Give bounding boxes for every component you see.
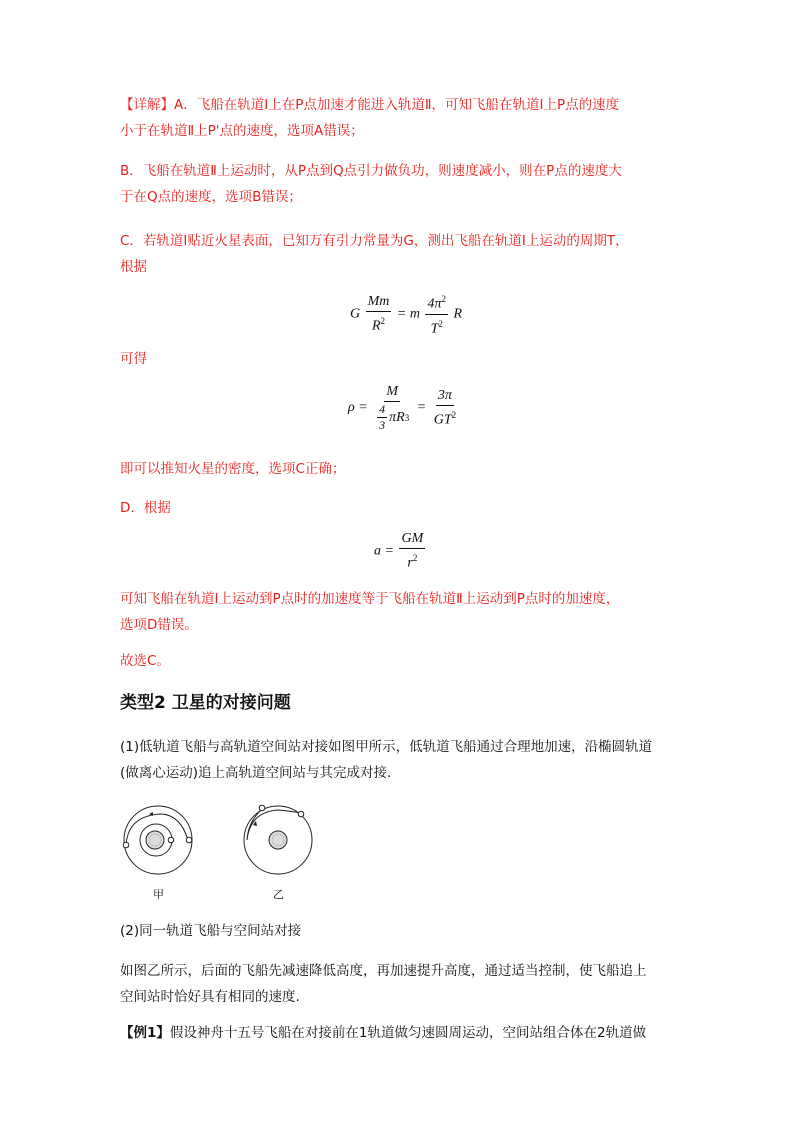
paragraph-1 — [120, 734, 685, 786]
formula1-frac2-den-text: T — [430, 321, 439, 337]
option-d-conclusion-line2: 选项D错误。 — [120, 617, 198, 633]
jia-spacecraft — [123, 842, 129, 848]
formula1-frac1-den-exp: 2 — [380, 315, 386, 326]
example-text: 假设神舟十五号飞船在对接前在1轨道做匀速圆周运动，空间站组合体在2轨道做 — [169, 1025, 647, 1041]
option-c-line2: 根据 — [120, 259, 147, 275]
option-b-line2: 于在Q点的速度，选项B错误； — [120, 189, 302, 205]
detail-b-paragraph — [120, 158, 685, 210]
detail-a-paragraph — [120, 92, 685, 144]
formula3-den-text: r — [407, 555, 413, 571]
formula2-inner-tail: πR — [389, 409, 405, 425]
formula2-inner-exp: 3 — [404, 412, 410, 423]
answer-line: 故选C。 — [120, 653, 170, 669]
gravity-formula — [350, 290, 462, 338]
option-d-conclusion — [120, 586, 685, 638]
option-a-line1: A．飞船在轨道Ⅰ上在P点加速才能进入轨道Ⅱ，可知飞船在轨道Ⅰ上P点的速度 — [174, 97, 620, 113]
paragraph-1-line2: (做离心运动)追上高轨道空间站与其完成对接. — [120, 765, 392, 781]
paragraph-3-line1: 如图乙所示，后面的飞船先减速降低高度，再加速提升高度，通过适当控制，使飞船追上 — [120, 963, 647, 979]
formula3-den-exp: 2 — [412, 553, 418, 563]
docking-diagram-jia — [118, 800, 198, 880]
formula2-frac1-den — [373, 402, 411, 433]
kede-line: 可得 — [120, 351, 147, 367]
option-c-conclusion: 即可以推知火星的密度，选项C正确； — [120, 461, 346, 477]
formula2-frac2-den-exp: 2 — [451, 409, 457, 420]
formula1-frac1-den — [370, 312, 387, 336]
formula2-frac2-den — [432, 406, 458, 430]
acceleration-formula — [374, 530, 427, 573]
formula3-num: GM — [399, 530, 425, 549]
option-b-line1: B．飞船在轨道Ⅱ上运动时，从P点到Q点引力做负功，则速度减小，则在P点的速度大 — [120, 163, 622, 179]
formula3-frac — [399, 530, 425, 573]
formula2-frac1 — [373, 383, 411, 433]
formula1-frac1-num: Mm — [366, 293, 392, 312]
section-title: 类型2 卫星的对接问题 — [120, 693, 291, 713]
option-d-line: D．根据 — [120, 500, 171, 516]
paragraph-1-line1: (1)低轨道飞船与高轨道空间站对接如图甲所示，低轨道飞船通过合理地加速，沿椭圆轨道 — [120, 739, 653, 755]
detail-prefix: 【详解】 — [120, 97, 174, 113]
formula2-rho: ρ = — [348, 400, 368, 416]
docking-diagram-yi — [238, 800, 318, 880]
example-label: 【例1】 — [120, 1025, 170, 1041]
formula2-inner-den: 3 — [379, 418, 386, 432]
paragraph-2: (2)同一轨道飞船与空间站对接 — [120, 923, 302, 939]
detail-c-paragraph — [120, 228, 685, 280]
option-c-line1: C．若轨道Ⅰ贴近火星表面，已知万有引力常量为G，测出飞船在轨道Ⅰ上运动的周期T， — [120, 233, 629, 249]
formula1-frac2-den — [429, 315, 445, 339]
formula3-den — [405, 549, 419, 573]
formula2-frac2-den-text: GT — [433, 412, 452, 428]
formula1-tail: R — [453, 306, 463, 322]
option-a-line2: 小于在轨道Ⅱ上P'点的速度，选项A错误； — [120, 123, 364, 139]
formula1-frac2 — [425, 290, 448, 338]
formula1-frac2-num-text: 4π — [427, 296, 442, 312]
figure-label-jia: 甲 — [153, 888, 164, 901]
formula2-inner-num: 4 — [379, 402, 386, 416]
option-d-conclusion-line1: 可知飞船在轨道Ⅰ上运动到P点时的加速度等于飞船在轨道Ⅱ上运动到P点时的加速度， — [120, 591, 620, 607]
jia-space-station — [186, 837, 192, 843]
formula2-inner-frac — [377, 402, 387, 433]
yi-spacecraft — [259, 805, 265, 811]
formula1-g: G — [350, 306, 361, 322]
formula1-frac1-den-text: R — [371, 318, 381, 334]
example-paragraph — [120, 1020, 685, 1046]
figure-label-yi: 乙 — [273, 888, 284, 901]
jia-planet — [146, 831, 164, 849]
formula2-frac1-num: M — [384, 383, 400, 402]
formula1-frac2-num-exp: 2 — [441, 294, 446, 304]
formula1-eq: = m — [396, 306, 420, 322]
formula2-frac2-num: 3π — [436, 387, 454, 406]
formula1-frac2-num — [425, 290, 448, 315]
jia-spacecraft-low — [168, 837, 174, 843]
formula1-frac1 — [366, 293, 392, 336]
yi-space-station — [298, 811, 304, 817]
formula1-frac2-den-exp: 2 — [438, 318, 443, 329]
paragraph-3-line2: 空间站时恰好具有相同的速度. — [120, 989, 300, 1005]
formula2-eq: = — [416, 400, 427, 416]
formula2-frac2 — [432, 387, 458, 430]
formula3-lhs: a = — [374, 543, 394, 559]
paragraph-3 — [120, 958, 685, 1010]
density-formula — [348, 383, 460, 433]
